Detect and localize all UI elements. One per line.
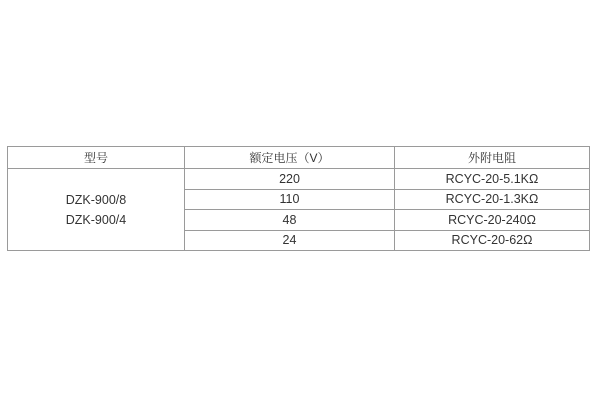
model-cell: [8, 169, 185, 251]
resistor-cell: RCYC-20-240Ω: [395, 210, 590, 231]
voltage-cell: 24: [185, 230, 395, 251]
resistor-cell: RCYC-20-62Ω: [395, 230, 590, 251]
resistor-cell: RCYC-20-5.1KΩ: [395, 169, 590, 190]
table-row: [8, 169, 590, 190]
voltage-cell: 220: [185, 169, 395, 190]
header-model: 型号: [8, 147, 185, 169]
header-rated-voltage: 额定电压（V）: [185, 147, 395, 169]
model-line-1: DZK-900/8: [65, 192, 127, 207]
voltage-cell: 48: [185, 210, 395, 231]
header-external-resistor: 外附电阻: [395, 147, 590, 169]
model-line-2: DZK-900/4: [65, 212, 127, 227]
voltage-cell: 110: [185, 189, 395, 210]
resistor-cell: RCYC-20-1.3KΩ: [395, 189, 590, 210]
spec-table-container: [7, 146, 589, 250]
header-row: [8, 147, 590, 169]
spec-table: [7, 146, 590, 251]
